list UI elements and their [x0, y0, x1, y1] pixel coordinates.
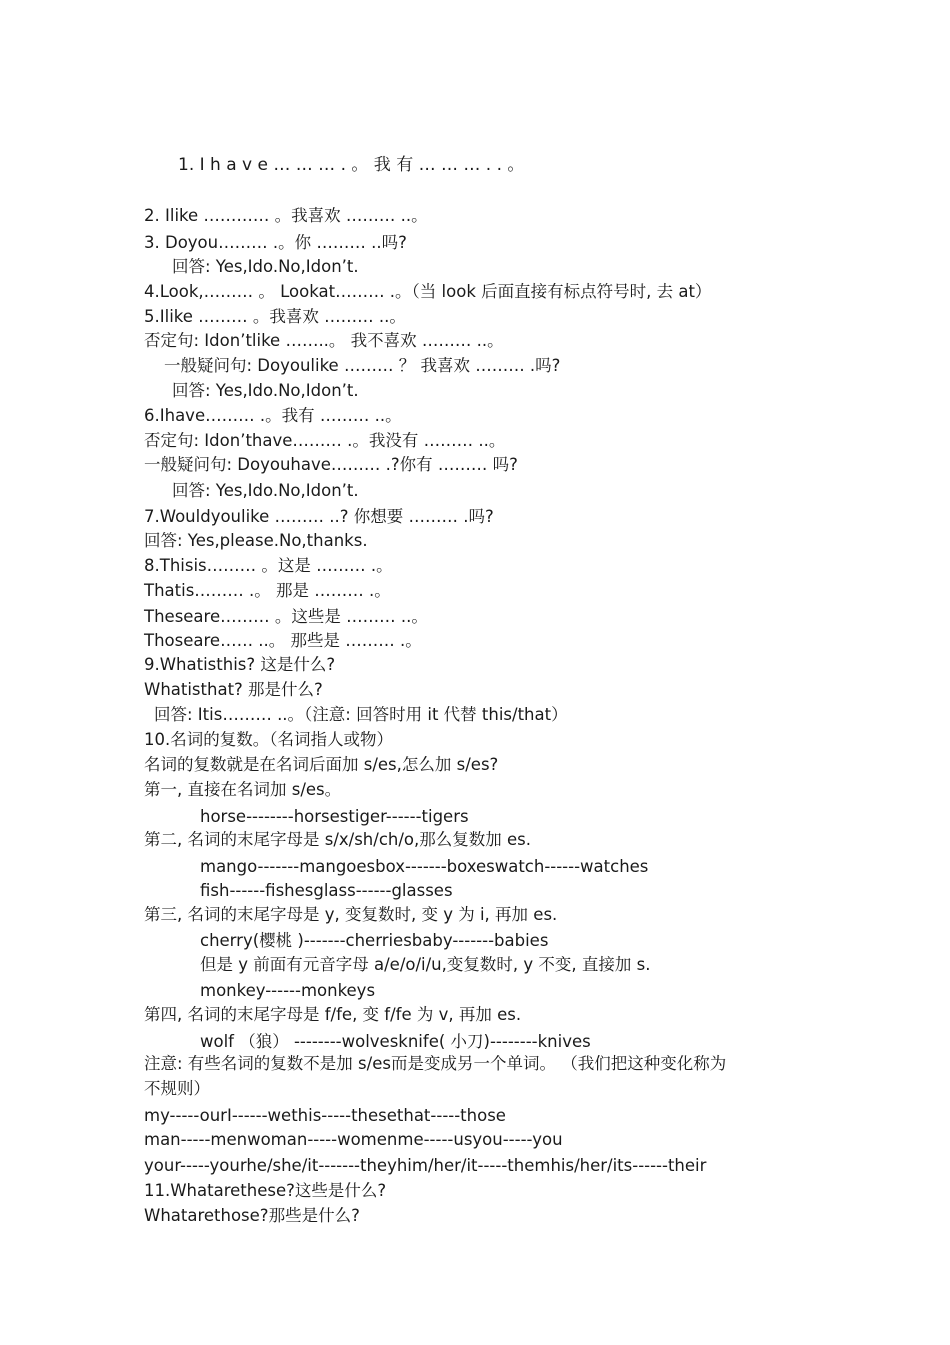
text-line: 不规则）	[144, 1079, 210, 1098]
text-line: 4.Look,……… 。 Lookat……… .。（当 look 后面直接有标点符号时, 去 at）	[144, 282, 712, 301]
text-line: horse--------horsestiger------tigers	[200, 807, 469, 826]
text-line: 7.Wouldyoulike ……… ..? 你想要 ……… .吗?	[144, 507, 494, 526]
text-line: 3. Doyou……… .。你 ……… ..吗?	[144, 233, 407, 252]
text-line: 回答: Yes,Ido.No,Idon’t.	[172, 381, 359, 400]
text-line: 6.Ihave……… .。我有 ……… ..。	[144, 406, 402, 425]
text-line: wolf （狼） --------wolvesknife( 小刀)--------knives	[200, 1032, 591, 1051]
text-line: cherry(樱桃 )-------cherriesbaby-------babies	[200, 931, 549, 950]
text-line: 第二, 名词的末尾字母是 s/x/sh/ch/o,那么复数加 es.	[144, 830, 531, 849]
text-line: man-----menwoman-----womenme-----usyou-----you	[144, 1130, 563, 1149]
text-line: your-----yourhe/she/it-------theyhim/her/it-----themhis/her/its------their	[144, 1156, 707, 1175]
text-line: 10.名词的复数。（名词指人或物）	[144, 730, 393, 749]
text-line: 回答: Yes,Ido.No,Idon’t.	[172, 257, 359, 276]
text-line: 第四, 名词的末尾字母是 f/fe, 变 f/fe 为 v, 再加 es.	[144, 1005, 522, 1024]
text-line: 9.Whatisthis? 这是什么?	[144, 655, 336, 674]
text-line: my-----ourI------wethis-----thesethat-----those	[144, 1106, 506, 1125]
text-line: 但是 y 前面有元音字母 a/e/o/i/u,变复数时, y 不变, 直接加 s.	[200, 955, 651, 974]
text-line: 2. Ilike ………… 。我喜欢 ……… ..。	[144, 206, 428, 225]
text-line: monkey------monkeys	[200, 981, 376, 1000]
text-line: Thoseare…… ..。 那些是 ……… .。	[144, 631, 422, 650]
text-line: mango-------mangoesbox-------boxeswatch------watches	[200, 857, 649, 876]
text-line: Thatis……… .。 那是 ……… .。	[144, 581, 391, 600]
text-line: fish------fishesglass------glasses	[200, 881, 453, 900]
text-line: 否定句: Idon’thave……… .。我没有 ……… ..。	[144, 431, 506, 450]
text-line: 一般疑问句: Doyouhave……… .?你有 ……… 吗?	[144, 455, 518, 474]
text-line: 第三, 名词的末尾字母是 y, 变复数时, 变 y 为 i, 再加 es.	[144, 905, 558, 924]
text-line: 回答: Yes,please.No,thanks.	[144, 531, 368, 550]
text-line: Theseare……… 。这些是 ……… ..。	[144, 607, 428, 626]
text-line: 一般疑问句: Doyoulike ……… ？ 我喜欢 ……… .吗?	[164, 356, 561, 375]
text-line: Whatarethose?那些是什么?	[144, 1206, 360, 1225]
text-line: Whatisthat? 那是什么?	[144, 680, 323, 699]
text-line: 第一, 直接在名词加 s/es。	[144, 780, 342, 799]
text-line: 注意: 有些名词的复数不是加 s/es而是变成另一个单词。 （我们把这种变化称为	[144, 1054, 727, 1073]
text-line: 名词的复数就是在名词后面加 s/es,怎么加 s/es?	[144, 755, 499, 774]
text-line: 回答: Yes,Ido.No,Idon’t.	[172, 481, 359, 500]
line-1: 1. I h a v e … … … . 。 我 有 … … … . . 。	[178, 155, 525, 175]
text-line: 5.Ilike ……… 。我喜欢 ……… ..。	[144, 307, 406, 326]
text-line: 回答: Itis……… ..。（注意: 回答时用 it 代替 this/that）	[154, 705, 568, 724]
text-line: 11.Whatarethese?这些是什么?	[144, 1181, 387, 1200]
text-line: 否定句: Idon’tlike ……..。 我不喜欢 ……… ..。	[144, 331, 504, 350]
text-line: 8.Thisis……… 。这是 ……… .。	[144, 556, 393, 575]
